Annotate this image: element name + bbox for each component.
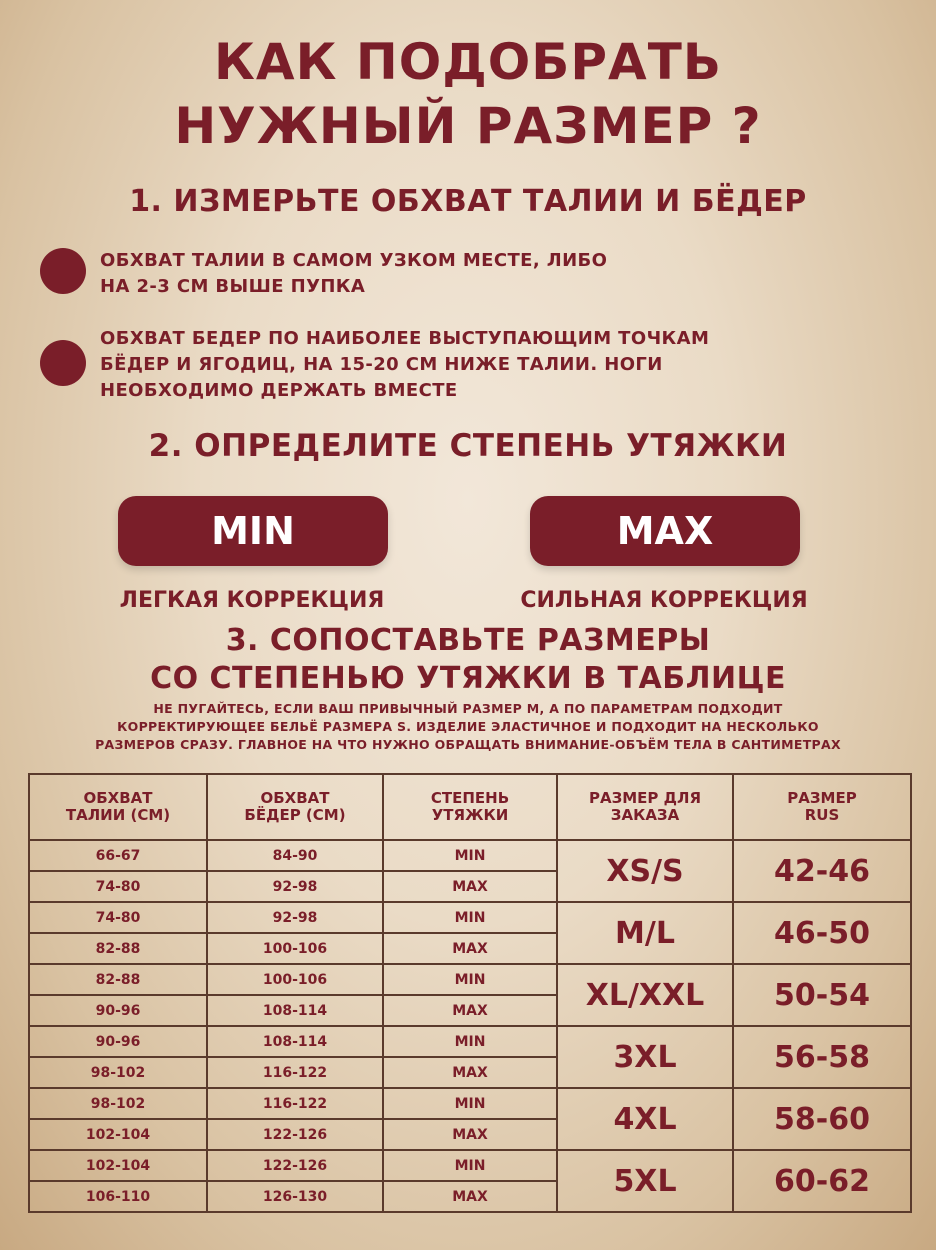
- hips-cell: 100-106: [207, 933, 383, 964]
- bullet-line: ОБХВАТ ТАЛИИ В САМОМ УЗКОМ МЕСТЕ, ЛИБО: [100, 250, 608, 271]
- bullet-hips-text: [100, 326, 820, 404]
- rus-size-cell: 58-60: [733, 1088, 911, 1150]
- note-line: РАЗМЕРОВ СРАЗУ. ГЛАВНОЕ НА ЧТО НУЖНО ОБРАЩАТЬ ВНИМАНИЕ-ОБЪЁМ ТЕЛА В САНТИМЕТРАХ: [95, 737, 841, 752]
- table-row: [29, 1026, 911, 1057]
- table-row: [29, 964, 911, 995]
- table-body: [29, 840, 911, 1212]
- bullet-line: БЁДЕР И ЯГОДИЦ, НА 15-20 СМ НИЖЕ ТАЛИИ. НОГИ: [100, 354, 663, 375]
- hips-cell: 122-126: [207, 1150, 383, 1181]
- max-badge: MAX: [530, 496, 800, 566]
- header-rus-size: РАЗМЕР RUS: [733, 774, 911, 840]
- waist-cell: 98-102: [29, 1088, 207, 1119]
- rus-size-cell: 56-58: [733, 1026, 911, 1088]
- compression-cell: MAX: [383, 1181, 557, 1212]
- compression-cell: MIN: [383, 1026, 557, 1057]
- compression-cell: MIN: [383, 964, 557, 995]
- table-row: [29, 1150, 911, 1181]
- hips-cell: 92-98: [207, 871, 383, 902]
- step1-heading: 1. ИЗМЕРЬТЕ ОБХВАТ ТАЛИИ И БЁДЕР: [129, 184, 807, 219]
- compression-cell: MIN: [383, 1150, 557, 1181]
- waist-cell: 90-96: [29, 995, 207, 1026]
- compression-cell: MIN: [383, 840, 557, 871]
- bullet-dot: [40, 248, 86, 294]
- compression-cell: MIN: [383, 1088, 557, 1119]
- order-size-cell: M/L: [557, 902, 733, 964]
- min-description: ЛЕГКАЯ КОРРЕКЦИЯ: [119, 588, 385, 613]
- waist-cell: 66-67: [29, 840, 207, 871]
- bullet-dot: [40, 340, 86, 386]
- waist-cell: 74-80: [29, 902, 207, 933]
- max-description: СИЛЬНАЯ КОРРЕКЦИЯ: [520, 588, 808, 613]
- order-size-cell: XS/S: [557, 840, 733, 902]
- compression-cell: MAX: [383, 1119, 557, 1150]
- order-size-cell: XL/XXL: [557, 964, 733, 1026]
- step3-heading-line: 3. СОПОСТАВЬТЕ РАЗМЕРЫ: [225, 623, 711, 658]
- note-line: НЕ ПУГАЙТЕСЬ, ЕСЛИ ВАШ ПРИВЫЧНЫЙ РАЗМЕР М, А ПО ПАРАМЕТРАМ ПОДХОДИТ: [153, 701, 783, 716]
- hips-cell: 92-98: [207, 902, 383, 933]
- rus-size-cell: 50-54: [733, 964, 911, 1026]
- page-title: [0, 30, 936, 158]
- bullet-waist-text: [100, 248, 820, 300]
- compression-cell: MAX: [383, 995, 557, 1026]
- compression-cell: MIN: [383, 902, 557, 933]
- note-line: КОРРЕКТИРУЮЩЕЕ БЕЛЬЁ РАЗМЕРА S. ИЗДЕЛИЕ ЭЛАСТИЧНОЕ И ПОДХОДИТ НА НЕСКОЛЬКО: [117, 719, 819, 734]
- min-badge: MIN: [118, 496, 388, 566]
- order-size-cell: 4XL: [557, 1088, 733, 1150]
- bullet-line: НА 2-3 СМ ВЫШЕ ПУПКА: [100, 276, 366, 297]
- compression-cell: MAX: [383, 871, 557, 902]
- hips-cell: 126-130: [207, 1181, 383, 1212]
- hips-cell: 116-122: [207, 1057, 383, 1088]
- order-size-cell: 3XL: [557, 1026, 733, 1088]
- bullet-line: ОБХВАТ БЕДЕР ПО НАИБОЛЕЕ ВЫСТУПАЮЩИМ ТОЧКАМ: [100, 328, 710, 349]
- waist-cell: 82-88: [29, 933, 207, 964]
- rus-size-cell: 42-46: [733, 840, 911, 902]
- waist-cell: 102-104: [29, 1150, 207, 1181]
- waist-cell: 98-102: [29, 1057, 207, 1088]
- header-order-size: РАЗМЕР ДЛЯ ЗАКАЗА: [557, 774, 733, 840]
- compression-cell: MAX: [383, 1057, 557, 1088]
- step3-heading: [0, 622, 936, 698]
- header-waist: ОБХВАТ ТАЛИИ (СМ): [29, 774, 207, 840]
- step3-heading-line: СО СТЕПЕНЬЮ УТЯЖКИ В ТАБЛИЦЕ: [150, 661, 786, 696]
- waist-cell: 74-80: [29, 871, 207, 902]
- bullet-line: НЕОБХОДИМО ДЕРЖАТЬ ВМЕСТЕ: [100, 380, 458, 401]
- table-row: [29, 1088, 911, 1119]
- step2-heading: 2. ОПРЕДЕЛИТЕ СТЕПЕНЬ УТЯЖКИ: [148, 428, 788, 464]
- table-row: [29, 840, 911, 871]
- hips-cell: 84-90: [207, 840, 383, 871]
- rus-size-cell: 46-50: [733, 902, 911, 964]
- hips-cell: 100-106: [207, 964, 383, 995]
- table-row: [29, 902, 911, 933]
- hips-cell: 108-114: [207, 1026, 383, 1057]
- order-size-cell: 5XL: [557, 1150, 733, 1212]
- bullet-waist: [40, 248, 820, 300]
- rus-size-cell: 60-62: [733, 1150, 911, 1212]
- waist-cell: 90-96: [29, 1026, 207, 1057]
- waist-cell: 82-88: [29, 964, 207, 995]
- compression-cell: MAX: [383, 933, 557, 964]
- title-line-2: НУЖНЫЙ РАЗМЕР ?: [174, 97, 762, 155]
- hips-cell: 122-126: [207, 1119, 383, 1150]
- hips-cell: 116-122: [207, 1088, 383, 1119]
- bullet-hips: [40, 326, 820, 404]
- header-hips: ОБХВАТ БЁДЕР (СМ): [207, 774, 383, 840]
- waist-cell: 106-110: [29, 1181, 207, 1212]
- header-compression: СТЕПЕНЬ УТЯЖКИ: [383, 774, 557, 840]
- hips-cell: 108-114: [207, 995, 383, 1026]
- table-header-row: [29, 774, 911, 840]
- title-line-1: КАК ПОДОБРАТЬ: [214, 33, 722, 91]
- size-table: [28, 773, 912, 1213]
- size-note: [20, 700, 916, 754]
- waist-cell: 102-104: [29, 1119, 207, 1150]
